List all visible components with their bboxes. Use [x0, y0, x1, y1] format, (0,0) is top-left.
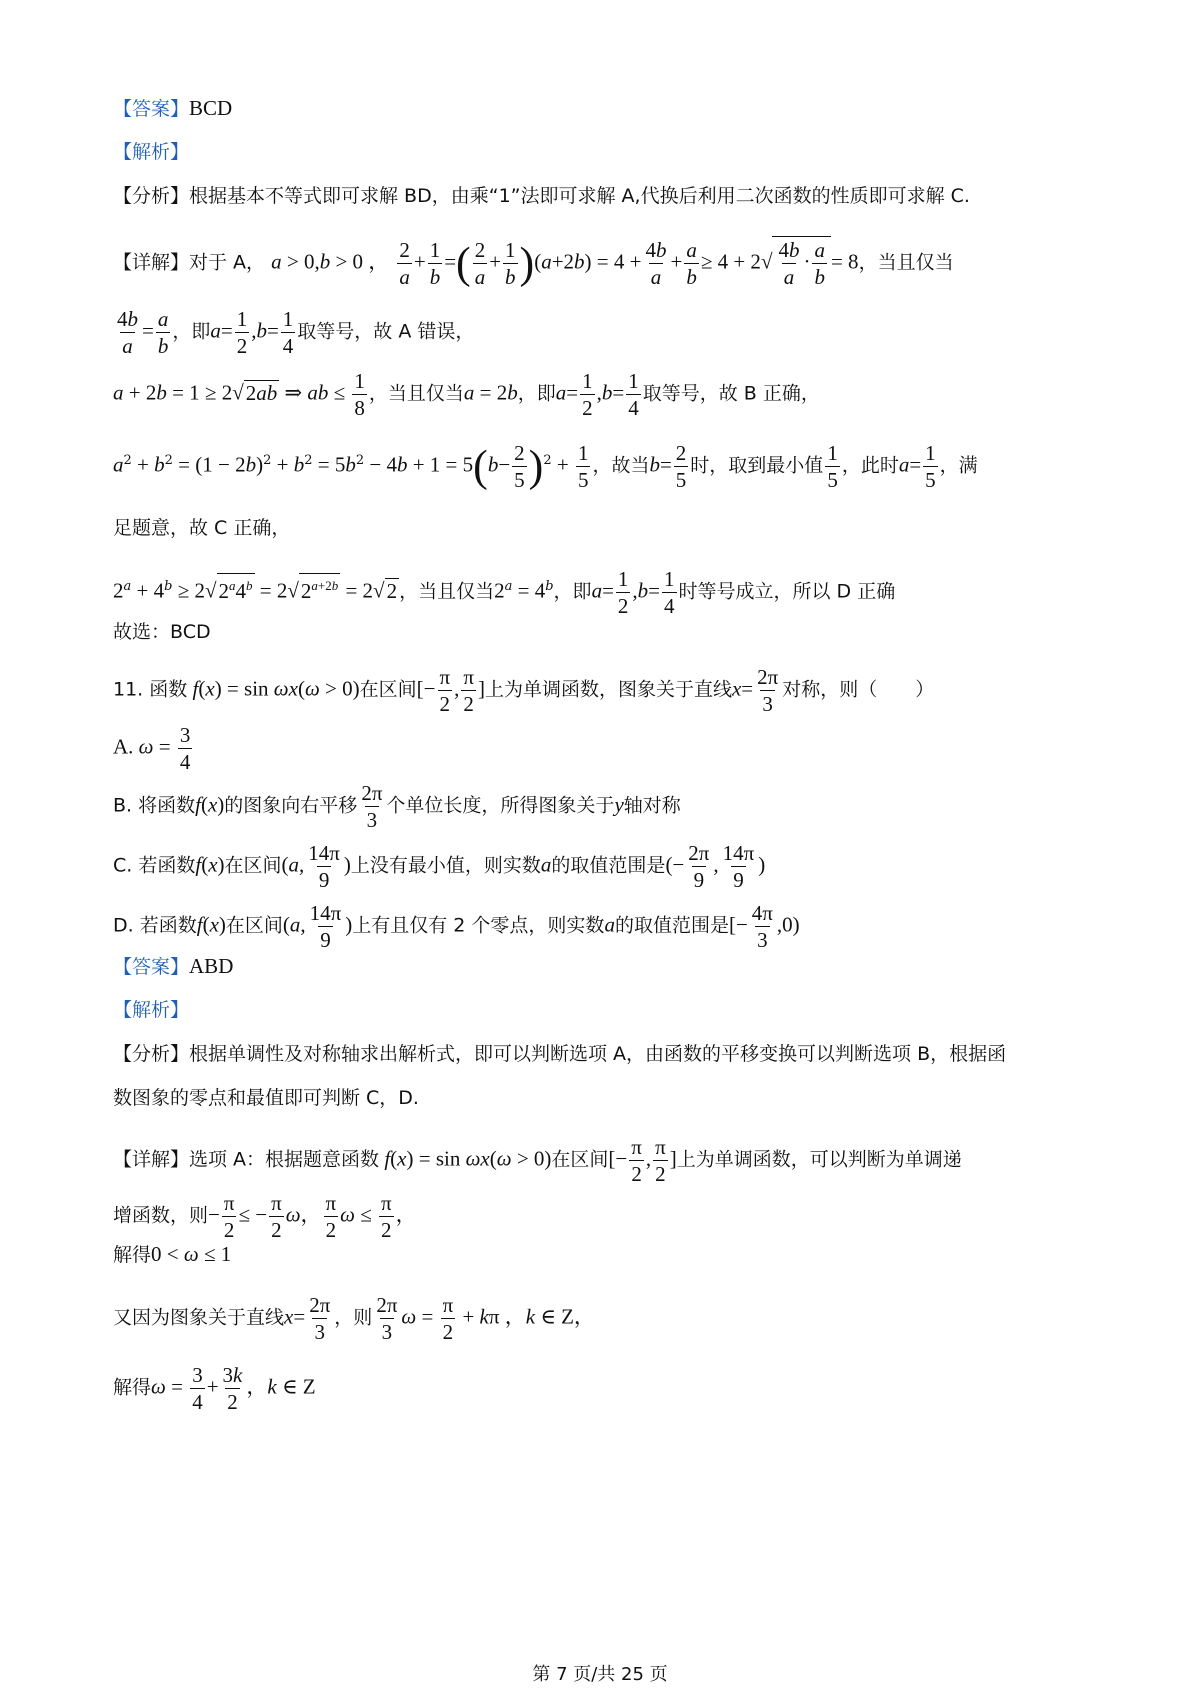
math: > 0,	[281, 249, 320, 274]
math-sqrt: $2^{a+2b}$	[299, 573, 340, 603]
math-fraction: $\frac{\pi}{2}$	[271, 1191, 282, 1242]
text: 足题意，故 C 正确，	[113, 517, 291, 539]
math-sqrt: 2ab	[245, 380, 278, 405]
math-fraction: $\frac{3k}{2}$	[222, 1363, 243, 1414]
text: 上有且仅有 2 个零点，则实数	[352, 914, 605, 937]
xiangjie-tag: 【详解】	[113, 251, 190, 274]
math-fraction: $\frac{1}{8}$	[354, 369, 365, 420]
math-fraction: $\frac{1}{2}$	[617, 567, 629, 618]
fenxi-tag: 【分析】	[113, 1043, 190, 1065]
math-fraction: $\frac{\pi}{2}$	[463, 665, 474, 716]
math-fraction: $\frac{1}{2}$	[236, 307, 248, 358]
text: ，则	[334, 1306, 373, 1329]
math-fraction: $\frac{\pi}{2}$	[381, 1191, 392, 1242]
math-fraction: $\frac{3}{4}$	[192, 1363, 203, 1414]
q10-fenxi-line	[113, 184, 970, 208]
text: 在区间	[225, 914, 283, 937]
answer-tag: 【答案】	[113, 98, 190, 120]
math-fraction: $\frac{\pi}{2}$	[655, 1135, 666, 1186]
q11-detail-5: 解得ω = $\frac{3}{4}$ + $\frac{3k}{2}$ ，k ∈ Z	[113, 1363, 316, 1414]
q11-analysis-line	[113, 998, 189, 1022]
text: 时，取到最小值	[690, 454, 824, 477]
math-fraction: $\frac{2}{a}$	[399, 238, 410, 289]
math-fraction: $\frac{14\pi}{9}$	[722, 841, 755, 892]
math-fraction: $\frac{2}{5}$	[514, 441, 525, 492]
math-fraction: $\frac{\pi}{2}$	[325, 1191, 337, 1242]
text: 又因为图象关于直线	[113, 1306, 285, 1329]
page-footer: 第 7 页/共 25 页	[532, 1664, 668, 1685]
text: 上没有最小值，则实数	[350, 854, 541, 877]
text: 在区间	[224, 854, 282, 877]
q10-answer-line	[113, 96, 232, 121]
answer-tag: 【答案】	[113, 956, 190, 978]
math-fraction: $\frac{1}{b}$	[429, 238, 441, 289]
text: 故选：BCD	[113, 621, 211, 643]
q11-option-d: D. 若函数f(x)在区间(a, $\frac{14\pi}{9}$ )上有且仅有 2 个零点，则实数a的取值范围是[− $\frac{4\pi}{3}$ ,0)	[113, 901, 800, 952]
math-fraction: $\frac{2\pi}{3}$	[309, 1293, 331, 1344]
math-fraction: $\frac{2\pi}{3}$	[376, 1293, 398, 1344]
fenxi-text: 根据单调性及对称轴求出解析式，即可以判断选项 A，由函数的平移变换可以判断选项 B，根据函	[189, 1043, 1007, 1065]
xiangjie-tag: 【详解】	[113, 1148, 190, 1171]
q11-detail-3: 解得0 < ω ≤ 1	[113, 1242, 232, 1266]
fenxi-text: 根据基本不等式即可求解 BD，由乘“1”法即可求解 A,代换后利用二次函数的性质即可求解 C.	[189, 185, 970, 207]
math: > 0 ，	[330, 249, 390, 274]
math-fraction: $\frac{1}{2}$	[582, 369, 593, 420]
q11-option-c: C. 若函数f(x)在区间(a, $\frac{14\pi}{9}$ )上没有最小值，则实数a的取值范围是(− $\frac{2\pi}{9}$ , $\frac{14\pi}{9}$ )	[113, 841, 766, 892]
text: 上为单调函数，可以判断为单调递	[676, 1148, 962, 1171]
fenxi-tag: 【分析】	[113, 185, 190, 207]
math: a	[271, 249, 282, 274]
math-fraction: $\frac{4b}{a}$	[645, 238, 667, 289]
q10-choose	[113, 620, 211, 644]
math-fraction: $\frac{1}{b}$	[505, 238, 516, 289]
q11-fenxi-line	[113, 1042, 1006, 1066]
analysis-tag: 【解析】	[113, 999, 190, 1021]
text: 解得	[113, 1376, 152, 1399]
text: B. 将函数	[113, 794, 196, 817]
q10-detail-a2: $\frac{4b}{a}$ = $\frac{a}{b}$ ，即a= $\frac{1}{2}$ ,b= $\frac{1}{4}$ 取等号，故 A 错误，	[117, 307, 475, 358]
math-fraction: $\frac{1}{5}$	[577, 441, 589, 492]
text: ，故当	[592, 454, 650, 477]
q10-detail-b: a + 2b = 1 ≥ 2√2ab ⇒ ab ≤ $\frac{1}{8}$ ，当且仅当a = 2b，即a= $\frac{1}{2}$ ,b= $\frac{1}{4}$ 取等号，故 B 正确，	[113, 369, 820, 420]
math-sqrt: 2	[386, 578, 398, 603]
text: 取等号，故 A 错误，	[297, 320, 475, 343]
option-label: A.	[113, 734, 134, 759]
math-fraction: $\frac{\pi}{2}$	[223, 1191, 235, 1242]
math-fraction: $\frac{2}{a}$	[474, 238, 486, 289]
q11-option-b: B. 将函数f(x)的图象向右平移 $\frac{2\pi}{3}$ 个单位长度，所得图象关于y轴对称	[113, 781, 681, 832]
text: D. 若函数	[113, 914, 197, 937]
text: 选项 A：根据题意函数	[189, 1148, 380, 1171]
math-fraction: $\frac{1}{4}$	[282, 307, 294, 358]
answer-value: BCD	[189, 96, 233, 120]
text: ，即	[172, 320, 211, 343]
text: 解得	[113, 1244, 152, 1266]
math-fraction: $\frac{1}{5}$	[925, 441, 936, 492]
answer-value: ABD	[189, 954, 234, 978]
math: b	[319, 249, 331, 274]
q11-option-a: A. ω = $\frac{3}{4}$	[113, 723, 191, 774]
text: 的取值范围是	[551, 854, 666, 877]
q10-analysis-line	[113, 140, 189, 164]
math-fraction: $\frac{a}{b}$	[157, 307, 169, 358]
q10-detail-c: $a^2 + b^2 = (1 - 2b)^2 + b^2 = 5b^2 - 4b + 1 = 5(b-$ $\frac{2}{5}$ )$^2$ + $\frac{1}{5}$ ，故当b= $\frac{2}{5}$ 时，取到最小值 $\frac{1}{5}$ ，此时a= $\frac{1}{5}$ ，满	[113, 441, 978, 492]
math-fraction: $\frac{1}{4}$	[664, 567, 675, 618]
q11-answer-line	[113, 954, 233, 979]
text: 个单位长度，所得图象关于	[386, 794, 615, 817]
text: 对于 A，	[189, 251, 266, 274]
q10-detail-a: 【详解】对于 A， a > 0,b > 0 ， $\frac{2}{a}$ + $\frac{1}{b}$ =( $\frac{2}{a}$ + $\frac{1}{b}$ )(a+2b) = 4 + $\frac{4b}{a}$ + $\frac{a}{b}$ ≥ 4 + 2√ $\frac{4b}{a}$ · $\frac{a}{b}$ = 8，当且仅当	[113, 238, 954, 289]
math-sqrt: 2$^a$4$^b$	[217, 573, 255, 603]
math-fraction: $\frac{a}{b}$	[686, 238, 697, 289]
q10-detail-c2	[113, 516, 290, 540]
analysis-tag: 【解析】	[113, 141, 190, 163]
math-fraction: $\frac{\pi}{2}$	[439, 665, 451, 716]
text: 在区间	[359, 678, 417, 701]
text: ，即	[517, 382, 556, 405]
text: 的图象向右平移	[224, 794, 358, 817]
math-fraction: $\frac{\pi}{2}$	[442, 1293, 454, 1344]
math-fraction: $\frac{2\pi}{3}$	[757, 665, 779, 716]
math-fraction: $\frac{1}{5}$	[827, 441, 838, 492]
math-fraction: $\frac{2\pi}{9}$	[688, 841, 710, 892]
q11-stem: 11. 函数 f(x) = sin ωx(ω > 0)在区间[− $\frac{\pi}{2}$ , $\frac{\pi}{2}$ ]上为单调函数，图象关于直线x= $\frac{2\pi}{3}$ 对称，则（ ）	[113, 665, 935, 716]
text: ，当且仅当	[368, 382, 464, 405]
q10-detail-d: $2^a + 4^b \ge 2√2^a4^b = 2√2^{a+2b} = 2√2$ ，当且仅当$2^a = 4^b$，即a= $\frac{1}{2}$ ,b= $\frac{1}{4}$ 时等号成立，所以 D 正确	[113, 567, 896, 618]
math-fraction: $\frac{4b}{a}$	[117, 307, 138, 358]
math-fraction: $\frac{4\pi}{3}$	[751, 901, 773, 952]
text: ，满	[939, 454, 978, 477]
math-sqrt: $\frac{4b}{a}$ · $\frac{a}{b}$	[772, 236, 831, 290]
text: 时等号成立，所以 D 正确	[678, 580, 896, 603]
text: 对称，则（ ）	[782, 678, 935, 701]
text: C. 若函数	[113, 854, 196, 877]
text: 轴对称	[623, 794, 681, 817]
math-fraction: $\frac{1}{4}$	[628, 369, 639, 420]
math-fraction: $\frac{2\pi}{3}$	[361, 781, 383, 832]
math-fraction: $\frac{\pi}{2}$	[631, 1135, 642, 1186]
text: 11. 函数	[113, 678, 188, 701]
text: ，当且仅当	[399, 580, 495, 603]
text: ，此时	[841, 454, 899, 477]
q11-detail-2: 增函数，则− $\frac{\pi}{2}$ ≤ − $\frac{\pi}{2}$ ω， $\frac{\pi}{2}$ ω ≤ $\frac{\pi}{2}$ ，	[113, 1191, 417, 1242]
text: 在区间	[551, 1148, 609, 1171]
math-fraction: $\frac{14\pi}{9}$	[308, 841, 340, 892]
q11-fenxi-line2	[113, 1086, 419, 1110]
text: 上为单调函数，图象关于直线	[484, 678, 732, 701]
math-fraction: $\frac{3}{4}$	[179, 723, 191, 774]
fenxi-text: 数图象的零点和最值即可判断 C，D.	[113, 1087, 419, 1109]
text: 取等号，故 B 正确，	[642, 382, 820, 405]
math-fraction: $\frac{2}{5}$	[675, 441, 687, 492]
text: ，当且仅当	[858, 251, 954, 274]
q11-detail-1: 【详解】选项 A：根据题意函数 f(x) = sin ωx(ω > 0)在区间[− $\frac{\pi}{2}$ , $\frac{\pi}{2}$ ]上为单调函数，可以判断为单调递	[113, 1135, 962, 1186]
text: 增函数，则	[113, 1204, 209, 1227]
math-fraction: $\frac{14\pi}{9}$	[309, 901, 342, 952]
q11-detail-4: 又因为图象关于直线x= $\frac{2\pi}{3}$ ，则 $\frac{2\pi}{3}$ ω = $\frac{\pi}{2}$ + kπ ，k ∈ Z，	[113, 1293, 595, 1344]
text: ，即	[553, 580, 592, 603]
text: 的取值范围是	[614, 914, 729, 937]
